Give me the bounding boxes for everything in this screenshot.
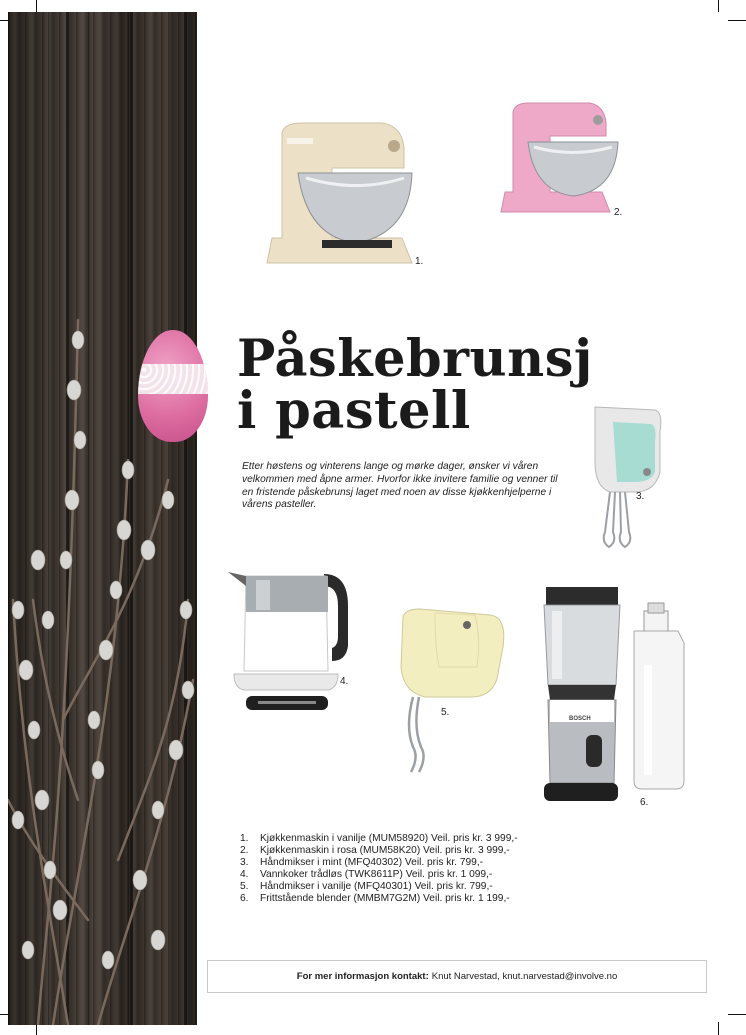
list-item: 2. Kjøkkenmaskin i rosa (MUM58K20) Veil. pris kr. 3 999,- bbox=[240, 844, 510, 856]
product-price-list bbox=[240, 833, 620, 904]
intro-paragraph: Etter høstens og vinterens lange og mørke dager, ønsker vi våren velkommen med åpne armer. Hvorfor ikke invitere familie og venner til en fristende påskebrunsj laget med noen av disse kjøkkenhjelperne i vårens pasteller. bbox=[242, 461, 558, 511]
product-number-1: 1. bbox=[415, 256, 424, 267]
product-image-2 bbox=[498, 100, 624, 218]
product-number-5: 5. bbox=[441, 707, 450, 718]
list-item: 5. Håndmikser i vanilje (MFQ40301) Veil. pris kr. 799,- bbox=[240, 880, 493, 892]
crop-mark bbox=[718, 0, 719, 12]
pussy-willow-branches-image bbox=[8, 300, 197, 1025]
product-image-4 bbox=[226, 566, 354, 718]
crop-mark bbox=[718, 1022, 719, 1035]
product-number-2: 2. bbox=[614, 207, 623, 218]
contact-box bbox=[207, 960, 707, 993]
list-item: 1. Kjøkkenmaskin i vanilje (MUM58920) Veil. pris kr. 3 999,- bbox=[240, 833, 518, 844]
product-number-4: 4. bbox=[340, 676, 349, 687]
list-item: 3. Håndmikser i mint (MFQ40302) Veil. pris kr. 799,- bbox=[240, 856, 484, 868]
list-item: 6. Frittstående blender (MMBM7G2M) Veil. pris kr. 1 199,- bbox=[240, 892, 510, 904]
page-title bbox=[237, 329, 637, 441]
brand-label: BOSCH bbox=[569, 716, 591, 722]
product-image-3 bbox=[585, 402, 665, 552]
crop-mark bbox=[36, 0, 37, 12]
contact-info[interactable]: Knut Narvestad, knut.narvestad@involve.no bbox=[431, 971, 618, 982]
crop-mark bbox=[728, 1014, 746, 1015]
title-line-2: i pastell bbox=[237, 381, 471, 441]
product-number-6: 6. bbox=[640, 797, 649, 808]
product-image-6 bbox=[538, 585, 690, 805]
product-image-5 bbox=[395, 607, 510, 779]
contact-label: For mer informasjon kontakt: bbox=[296, 971, 429, 982]
title-line-1: Påskebrunsj bbox=[237, 329, 593, 389]
product-number-3: 3. bbox=[636, 491, 645, 502]
product-image-1 bbox=[262, 118, 427, 270]
list-item: 4. Vannkoker trådløs (TWK8611P) Veil. pris kr. 1 099,- bbox=[240, 868, 493, 880]
crop-mark bbox=[728, 20, 746, 21]
